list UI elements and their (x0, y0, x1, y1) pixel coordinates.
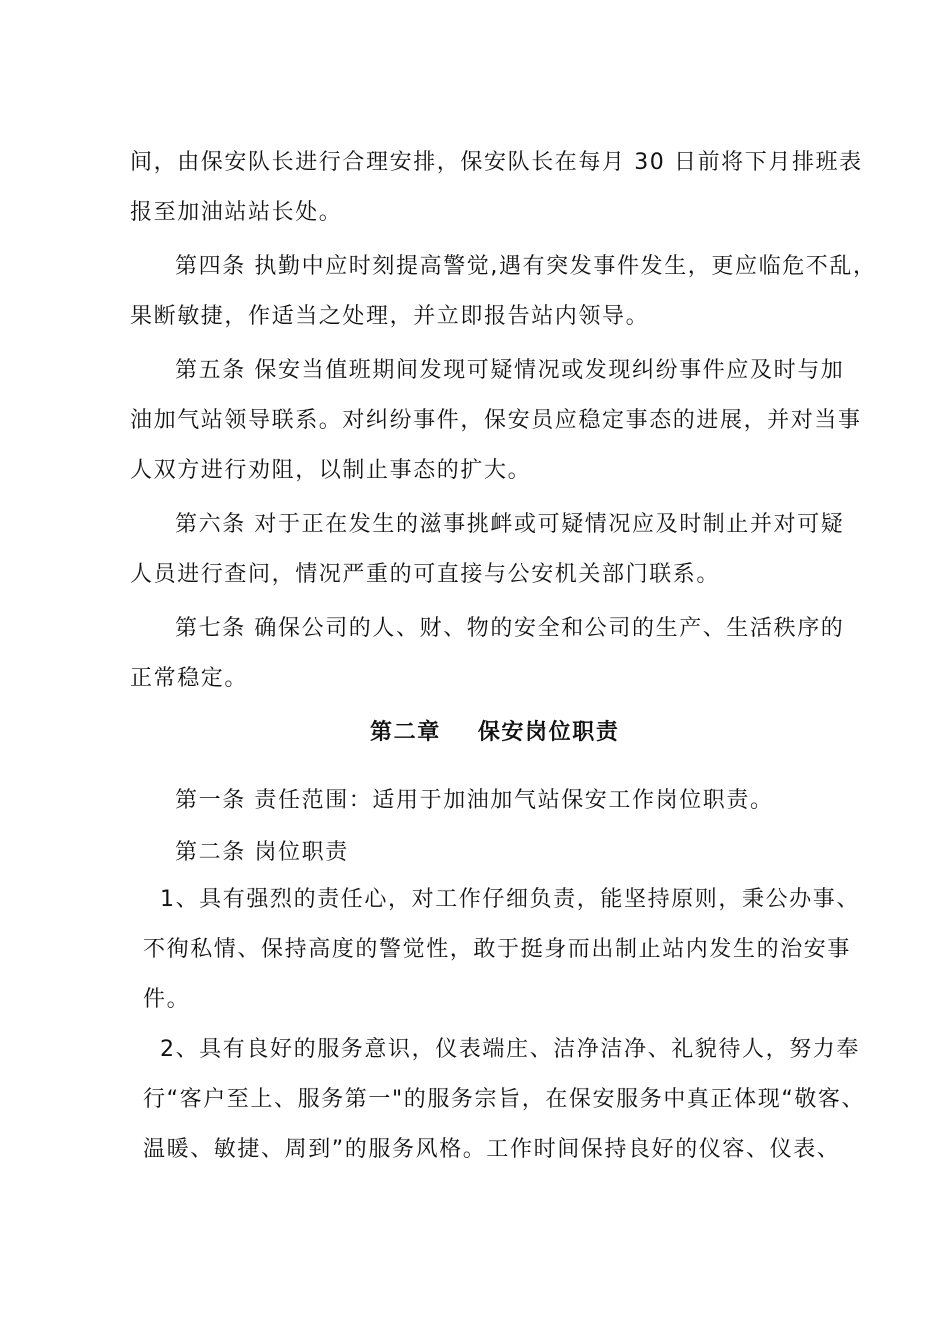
text-line: 不徇私情、保持高度的警觉性，敢于挺身而出制止站内发生的治安事 (143, 937, 852, 962)
text-line: 果断敏捷，作适当之处理，并立即报告站内领导。 (130, 304, 650, 329)
text-line: 人双方进行劝阻，以制止事态的扩大。 (130, 458, 532, 483)
article-5-line: 第五条 保安当值班期间发现可疑情况或发现纠纷事件应及时与加 (175, 358, 845, 383)
text-line: 行“客户至上、服务第一"的服务宗旨，在保安服务中真正体现“敬客、 (143, 1087, 866, 1112)
text-line: 件。 (143, 987, 191, 1012)
article-1-line: 第一条 责任范围：适用于加油加气站保安工作岗位职责。 (175, 788, 774, 813)
text-line: 油加气站领导联系。对纠纷事件，保安员应稳定事态的进展，并对当事 (130, 408, 862, 433)
text-line: 人员进行查问，情况严重的可直接与公安机关部门联系。 (130, 562, 721, 587)
text-line: 报至加油站站长处。 (130, 200, 343, 225)
text-line: 间，由保安队长进行合理安排，保安队长在每月 30 日前将下月排班表 (130, 150, 863, 175)
chapter-2-heading: 第二章 保安岗位职责 (370, 720, 620, 745)
article-2-line: 第二条 岗位职责 (175, 840, 349, 865)
article-6-line: 第六条 对于正在发生的滋事挑衅或可疑情况应及时制止并对可疑 (175, 512, 845, 537)
text-line: 温暖、敏捷、周到”的服务风格。工作时间保持良好的仪容、仪表、 (143, 1137, 841, 1162)
item-2-line: 2、具有良好的服务意识，仪表端庄、洁净洁净、礼貌待人，努力奉 (160, 1037, 860, 1062)
text-line: 正常稳定。 (130, 666, 249, 691)
article-4-line: 第四条 执勤中应时刻提高警觉,遇有突发事件发生，更应临危不乱， (175, 254, 877, 279)
item-1-line: 1、具有强烈的责任心，对工作仔细负责，能坚持原则，秉公办事、 (160, 887, 860, 912)
article-7-line: 第七条 确保公司的人、财、物的安全和公司的生产、生活秩序的 (175, 616, 845, 641)
